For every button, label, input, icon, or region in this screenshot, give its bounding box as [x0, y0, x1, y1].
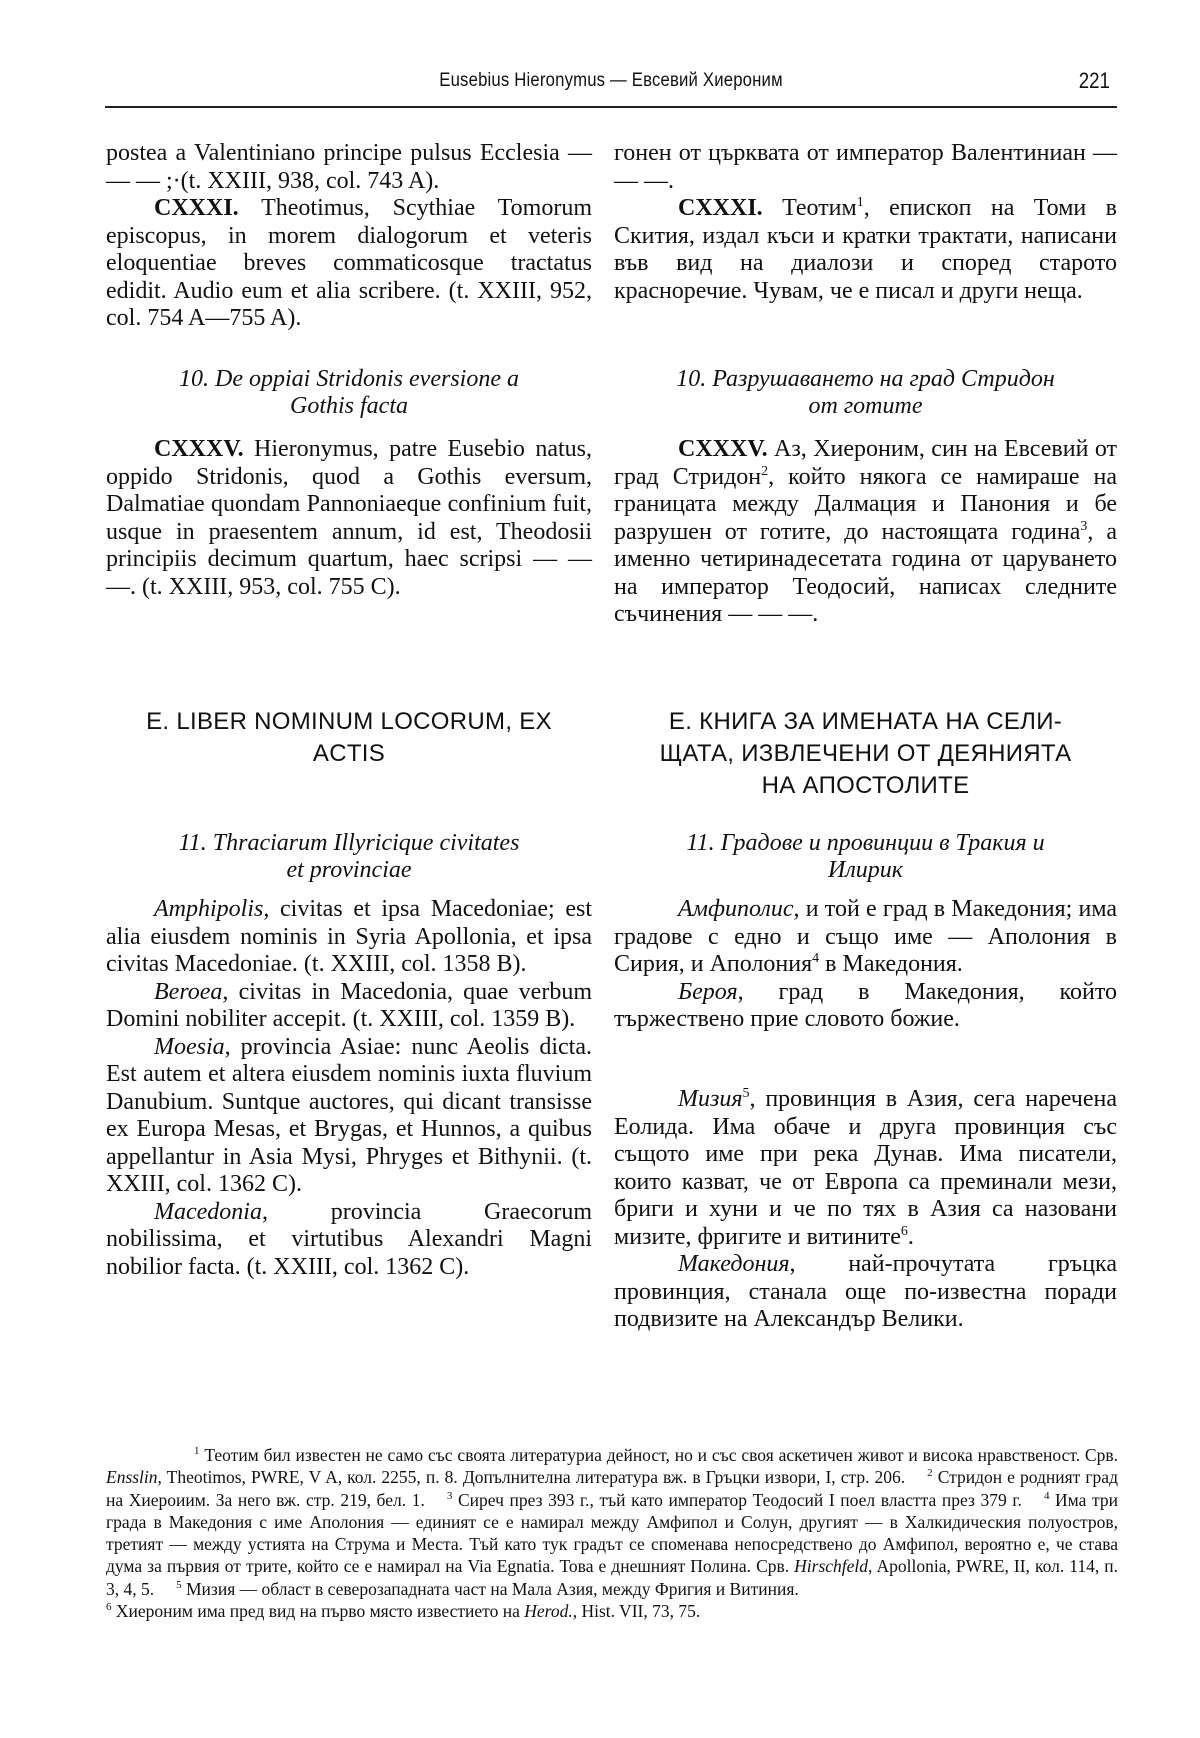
paragraph-text: , епископ на Томи в Скития, издал къси и кратки трактати, написани във вид на диалози и според старото красноречие. Чувам, че е писал и други неща.: [614, 195, 1117, 304]
paragraph-number: CXXXI.: [678, 195, 763, 221]
footnote-ref[interactable]: 6: [900, 1223, 908, 1239]
paragraph-text: Hieronymus, patre Eusebio natus, oppido Stridonis, quod a Gothis eversum, Dalmatiae quondam Pannoniaeque confinium fuit, usque in praesentem annum, id est, Theodosii principiis decimum quartum, haec scripsi — — —. (t. XXIII, 953, col. 755 C).: [106, 436, 592, 600]
footnotes: [106, 1444, 1118, 1622]
footnote-text: Мизия — област в северозападната част на Мала Азия, между Фригия и Витиния.: [181, 1578, 799, 1599]
page-number: 221: [1079, 68, 1111, 93]
footnote-mark: 5: [176, 1578, 182, 1591]
footnote-text: Има три града в Македония с име Аполония — единият се е намирал между Амфипол и Солун, другият — в Халкидическия полуостров, третият — между устията на Струма и Места. Тъй като тук градът се споменава непосредствено до Амфипол, вероятно е, че става дума за първия от трите, който се е намирал на Via Egnatia. Това е днешният Полина. Срв.: [106, 1489, 1118, 1577]
footnote-text: Стридон е родният град на Хиероиим. За него вж. стр. 219, бел. 1.: [106, 1467, 1118, 1510]
paragraph-text: Theotimus, Scythiae Tomorum episcopus, in morem dialogorum et veteris eloquentiae breves commaticosque tractatus edidit. Audio eum et alia scribere. (t. XXIII, 952, col. 754 A—755 A).: [106, 195, 592, 331]
entry-amfipolis: [614, 896, 1117, 979]
entry-text: , provincia Asiae: nunc Aeolis dicta. Est autem et altera eiusdem nominis iuxta fluvium Danubium. Suntque auctores, qui dicant transisse ex Europa Mesas, et Brygas, et Hunnos, a quibus appellantur in Asia Mysi, Phryges et Bithynii. (t. XXIII, col. 1362 C).: [106, 1033, 592, 1197]
bg-entries-a: [614, 896, 1117, 1034]
latin-paragraph-cxxxi: [106, 195, 592, 333]
entry-name: Amphipolis: [154, 896, 264, 922]
paragraph-number: CXXXV.: [678, 436, 768, 462]
entry-text: , provincia Graecorum nobilissima, et virtutibus Alexandri Magni nobilior facta. (t. XXIII, col. 1362 C).: [106, 1198, 592, 1280]
title-line: Gothis facta: [290, 393, 408, 419]
entry-text: , град в Македония, който тържествено прие словото божие.: [614, 978, 1117, 1032]
title-line: 11. Градове и провинции в Тракия и: [686, 830, 1045, 856]
footnote-ref[interactable]: 2: [761, 463, 769, 479]
bg-paragraph-continuation: гонен от църквата от император Валентиниан — — —.: [614, 140, 1117, 194]
bg-cxxxv-block: [614, 436, 1117, 629]
bg-entries-b: [614, 1086, 1117, 1334]
latin-section-11-title: [106, 830, 592, 884]
entry-amphipolis: [106, 896, 592, 979]
latin-part-e-title: [106, 706, 592, 770]
title-line: НА АПОСТОЛИТЕ: [761, 772, 970, 799]
latin-entries: [106, 896, 592, 1281]
entry-text: в Македония.: [819, 951, 963, 977]
footnote-mark: 1: [194, 1445, 200, 1458]
footnote-text: , Hist. VII, 73, 75.: [572, 1601, 701, 1622]
entry-macedonia: [106, 1199, 592, 1282]
paragraph-number: CXXXI.: [154, 195, 239, 221]
entry-beroea: [106, 979, 592, 1034]
footnote-ref[interactable]: 3: [1080, 518, 1088, 534]
bg-part-e-title: [614, 706, 1117, 802]
entry-makedoniya: [614, 1251, 1117, 1334]
latin-paragraph-cxxxv: [106, 436, 592, 601]
footnote-mark: 4: [1043, 1489, 1050, 1502]
title-line: от готите: [808, 393, 923, 419]
bg-section-10-title: [614, 366, 1117, 420]
paragraph-number: CXXXV.: [154, 436, 244, 462]
paragraph-text: , а именно четиринадесетата година от царуването на император Теодосий, написах следните съчинения — — —.: [614, 518, 1117, 627]
paragraph-text: , който някога се намираше на границата между Далмация и Панония и бе разрушен от готите, до настоящата година: [614, 463, 1118, 545]
title-line: Илирик: [827, 857, 904, 883]
footnote-text: Хиероним има пред вид на първо място известието на: [111, 1601, 525, 1622]
paragraph-text: Аз, Хиероним, син на Евсевий от град Стридон: [614, 436, 1117, 490]
footnote-6: [106, 1600, 1118, 1622]
entry-name: Мизия: [678, 1086, 743, 1112]
latin-column: [106, 140, 592, 333]
latin-paragraph-continuation: postea a Valentiniano principe pulsus Ecclesia — — — ;·(t. XXIII, 938, col. 743 A).: [106, 140, 592, 194]
entry-name: Macedonia: [154, 1198, 262, 1225]
latin-section-10-title: [106, 366, 592, 420]
entry-name: Бероя: [678, 978, 738, 1005]
footnote-block: [106, 1444, 1118, 1600]
entry-miziya: [614, 1086, 1117, 1251]
entry-text: .: [907, 1223, 914, 1250]
bg-section-11-title: [614, 830, 1117, 884]
bg-paragraph-cxxxv: [614, 436, 1117, 629]
footnote-text: , Apollonia, PWRE, II, кол. 114, п. 3, 4, 5.: [106, 1556, 1118, 1599]
bg-paragraph-cxxxi: [614, 195, 1117, 305]
entry-moesia: [106, 1034, 592, 1199]
paragraph-text: Теотим: [762, 195, 857, 221]
footnote-text: , Theotimos, PWRE, V A, кол. 2255, п. 8. Допълнителна литература вж. в Гръцки извори, I, стр. 206.: [157, 1467, 906, 1488]
title-line: ACTIS: [312, 740, 386, 767]
footnote-ref[interactable]: 5: [742, 1086, 750, 1101]
entry-name: Moesia: [154, 1033, 225, 1060]
entry-text: , най-прочутата гръцка провинция, станала още по-известна поради подвизите на Александър Велики.: [614, 1251, 1117, 1332]
footnote-text: Теотим бил известен не само със своята литературиа дейност, но и със своя аскетичен живот и висока нравственост. Срв.: [199, 1445, 1118, 1465]
entry-text: , civitas et ipsa Macedoniae; est alia eiusdem nominis in Syria Apollonia, et ipsa civitas Macedoniae. (t. XXIII, col. 1358 B).: [106, 896, 592, 977]
footnote-ref[interactable]: 1: [856, 195, 864, 210]
latin-cxxxv-block: [106, 436, 592, 601]
entry-text: civitas in Macedonia, quae verbum Domini nobiliter accepit. (t. XXIII, col. 1359 B).: [106, 978, 592, 1032]
footnote-mark: 2: [927, 1467, 933, 1480]
title-line: 10. De oppiai Stridonis eversione a: [179, 366, 519, 392]
entry-text: , провинция в Азия, сега наречена Еолида. Има обаче и друга провинция със същото име при река Дунав. Има писатели, които казват, че от Европа са преминали мези, бриги и хуни и че по тях в Азия са назовани мизите, фригите и витините: [614, 1086, 1117, 1250]
running-title: Eusebius Hieronymus — Евсевий Хиероним: [439, 70, 783, 91]
footnote-text: Сиреч през 393 г., тъй като император Теодосий I поел властта през 379 г.: [452, 1489, 1022, 1510]
footnote-ref[interactable]: 4: [812, 951, 820, 966]
bulgarian-column: [614, 140, 1117, 305]
footnote-mark: 3: [446, 1489, 453, 1502]
entry-name: Beroea,: [154, 978, 229, 1005]
entry-beroya: [614, 979, 1117, 1034]
title-line: E. LIBER NOMINUM LOCORUM, EX: [146, 708, 552, 735]
footnote-mark: 6: [106, 1601, 112, 1614]
entry-name: Амфиполис: [678, 896, 794, 922]
footnote-author: Herod.: [524, 1601, 573, 1622]
footnote-author: Ensslin: [106, 1467, 158, 1488]
running-header: [105, 66, 1117, 108]
footnote-author: Hirschfeld: [794, 1556, 869, 1577]
title-line: et provinciae: [286, 857, 412, 883]
title-line: 11. Thraciarum Illyricique civitates: [178, 830, 520, 856]
title-line: Е. КНИГА ЗА ИМЕНАТА НА СЕЛИ-: [668, 708, 1063, 735]
title-line: ЩАТА, ИЗВЛЕЧЕНИ ОТ ДЕЯНИЯТА: [659, 740, 1072, 767]
entry-name: Македония: [678, 1251, 790, 1277]
entry-text: , и той е град в Македония; има градове с едно и също име — Аполония в Сирия, и Аполония: [614, 896, 1117, 977]
title-line: 10. Разрушаването на град Стридон: [676, 366, 1055, 392]
